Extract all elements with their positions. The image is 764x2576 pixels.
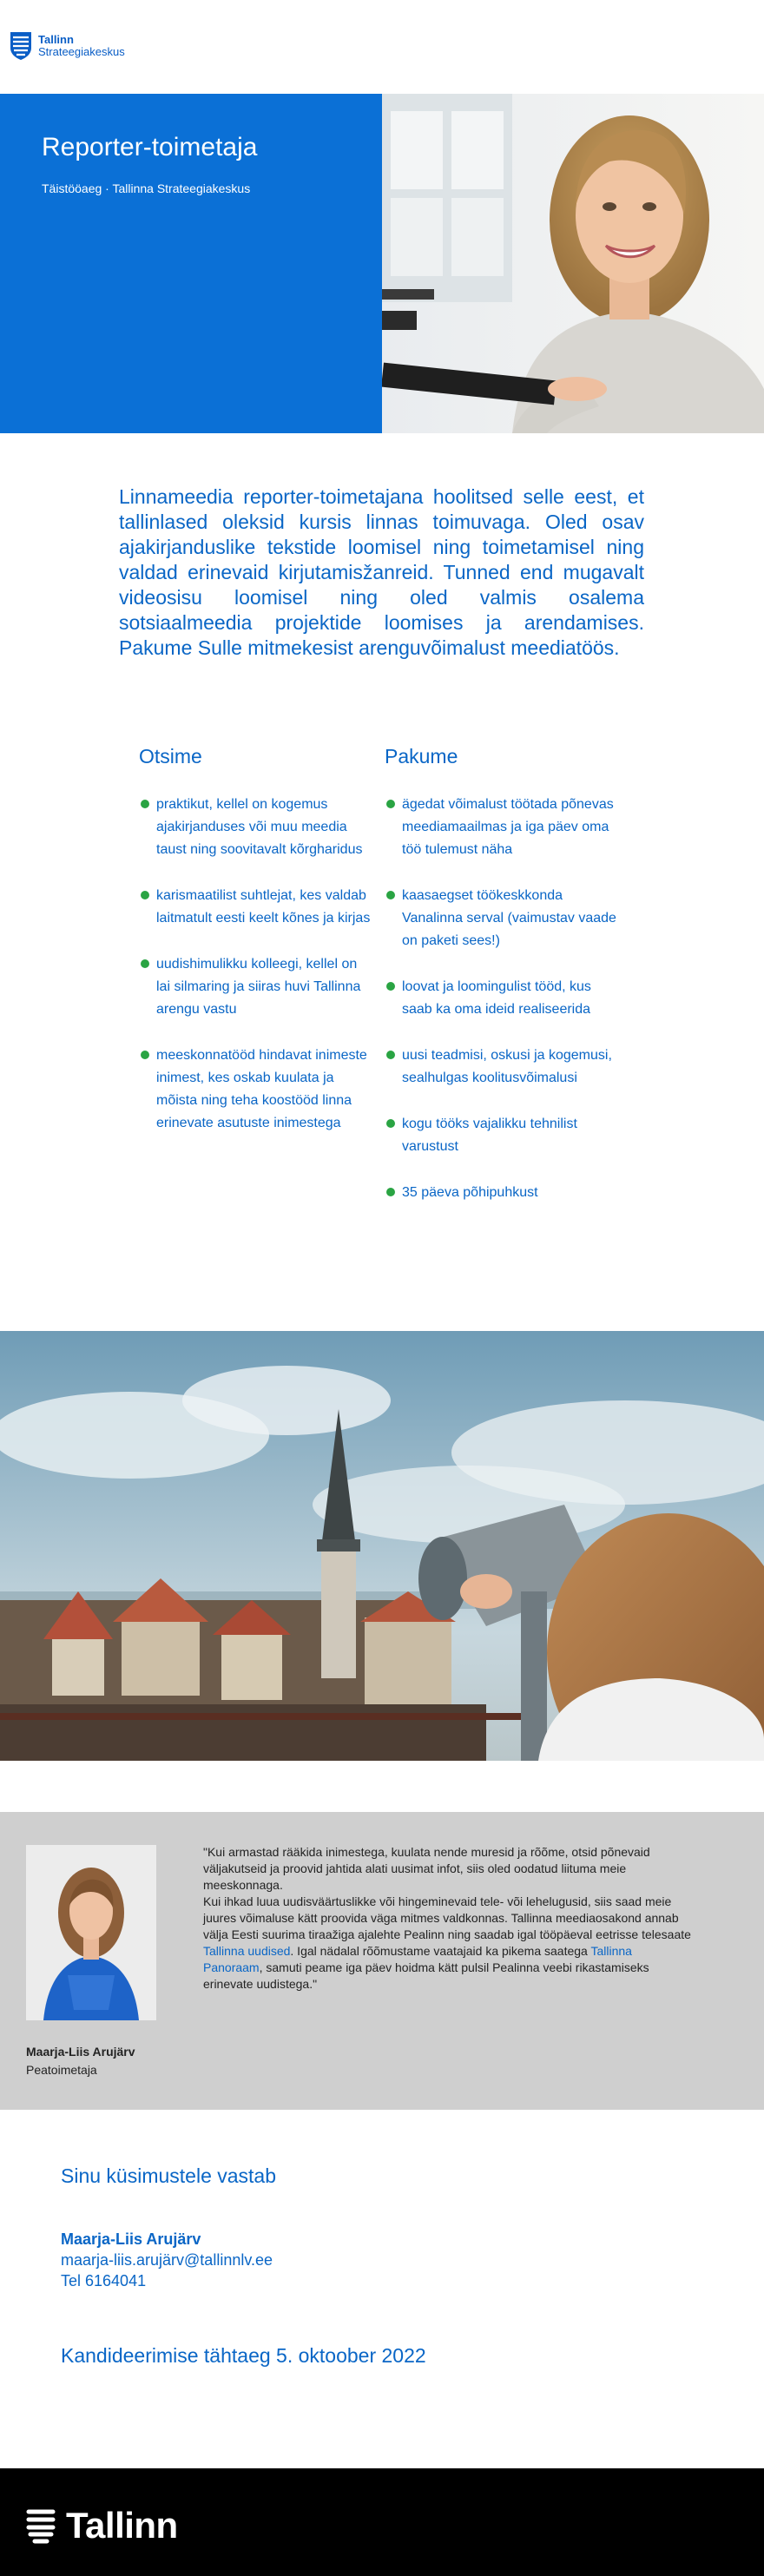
list-item: [385, 1113, 619, 1158]
contact-name: Maarja-Liis Arujärv: [61, 2230, 201, 2248]
hero-panel: [0, 94, 382, 433]
list-item: [139, 885, 373, 930]
quote-text-4: , samuti peame iga päev hoidma kätt pulsil Pealinna veebi rikastamiseks erinevate uudistega.": [203, 1960, 649, 1991]
offer-heading: Pakume: [385, 745, 458, 768]
list-item: [385, 885, 619, 952]
contact-heading: Sinu küsimustele vastab: [61, 2164, 277, 2187]
bullet-icon: [141, 959, 149, 968]
old-town-banner: [0, 1331, 764, 1761]
quote-text-3: . Igal nädalal rõõmustame vaatajaid ka pikema saatega: [290, 1944, 591, 1958]
list-item: [385, 976, 619, 1021]
list-item-text: 35 päeva põhipuhkust: [402, 1185, 538, 1200]
header-logo[interactable]: [10, 32, 125, 60]
bullet-icon: [386, 1119, 395, 1128]
quote-text-2: Kui ihkad luua uudisväärtuslikke või hingeminevaid tele- või lehelugusid, siis saad meie juures võimaluse kätt proovida väga mitmes valdkonnas. Tallinna meediaosakond annab välja Eesti suurima tiraažiga ajalehte Pealinn ning saadab igal tööpäeval eetrisse telesaate: [203, 1894, 691, 1941]
footer-wordmark: Tallinn: [66, 2505, 178, 2546]
hero-photo: [382, 94, 764, 433]
list-item-text: loovat ja loomingulist tööd, kus saab ka oma ideid realiseerida: [402, 979, 591, 1017]
seek-list: [139, 794, 373, 1135]
quote-text-1: "Kui armastad rääkida inimestega, kuulata nende muresid ja rõõme, otsid põnevaid väljakutseid ja proovid jahtida alati uusimat infot, siis oled oodatud liituma meie meeskonnaga.: [203, 1845, 650, 1892]
footer-logo[interactable]: [26, 2505, 178, 2546]
bullet-icon: [141, 891, 149, 899]
list-item: [139, 953, 373, 1021]
list-item: [385, 1044, 619, 1090]
logo-line1: Tallinn: [38, 33, 74, 46]
editor-photo-image: [26, 1845, 156, 2020]
list-item-text: kaasaegset töökeskkonda Vanalinna serval (vaimustav vaade on paketi sees!): [402, 888, 616, 948]
bullet-icon: [141, 1051, 149, 1059]
application-deadline: Kandideerimise tähtaeg 5. oktoober 2022: [61, 2344, 426, 2367]
list-item-text: meeskonnatööd hindavat inimeste inimest, kes oskab kuulata ja mõista ning teha koostööd linna erinevate asutuste inimestega: [156, 1048, 367, 1130]
seek-heading: Otsime: [139, 745, 202, 768]
list-item-text: uudishimulikku kolleegi, kellel on lai silmaring ja siiras huvi Tallinna arengu vastu: [156, 957, 361, 1017]
bullet-icon: [386, 982, 395, 991]
list-item-text: ägedat võimalust töötada põnevas meediamaailmas ja iga päev oma töö tulemust näha: [402, 797, 614, 857]
site-footer: [0, 2468, 764, 2576]
editor-name: Maarja-Liis Arujärv: [26, 2045, 135, 2059]
bullet-icon: [386, 1188, 395, 1196]
job-title: Reporter-toimetaja: [42, 133, 258, 161]
tallinna-uudised-link[interactable]: Tallinna uudised: [203, 1944, 291, 1958]
list-item: [139, 794, 373, 861]
site-header: [0, 0, 764, 94]
old-town-view-image: [0, 1331, 764, 1761]
bullet-icon: [386, 1051, 395, 1059]
list-item: [139, 1044, 373, 1135]
logo-wordmark: [38, 34, 125, 58]
hero-section: [0, 94, 764, 433]
list-item-text: karismaatilist suhtlejat, kes valdab laitmatult eesti keelt kõnes ja kirjas: [156, 888, 371, 926]
list-item-text: praktikut, kellel on kogemus ajakirjanduses või muu meedia taust ning soovitavalt kõrgharidus: [156, 797, 363, 857]
editor-role: Peatoimetaja: [26, 2063, 97, 2077]
bullet-icon: [386, 891, 395, 899]
editor-quote: [203, 1844, 694, 1993]
offer-column: [385, 745, 619, 1228]
list-item: [385, 794, 619, 861]
tallinn-crest-icon: [26, 2507, 56, 2545]
contact-phone: Tel 6164041: [61, 2272, 147, 2289]
list-item: [385, 1182, 619, 1204]
job-subtitle: Täistööaeg · Tallinna Strateegiakeskus: [42, 181, 251, 195]
list-item-text: kogu tööks vajalikku tehnilist varustust: [402, 1117, 577, 1154]
editor-portrait: [26, 1845, 156, 2020]
tallinn-crest-icon: [10, 32, 31, 60]
offer-list: [385, 794, 619, 1204]
quote-section: [0, 1812, 764, 2110]
seek-column: [139, 745, 373, 1158]
intro-paragraph: Linnameedia reporter-toimetajana hoolitsed selle eest, et tallinlased oleksid kursis linnas toimuvaga. Oled osav ajakirjanduslike tekstide loomisel ning toimetamisel ning valdad erinevaid kirjutamisžanreid. Tunned end mugavalt videosisu loomisel ning oled valmis osalema sotsiaalmeedia projektide loomises ja arendamises. Pakume Sulle mitmekesist arenguvõimalust meediatöös.: [119, 485, 644, 659]
list-item-text: uusi teadmisi, oskusi ja kogemusi, sealhulgas koolitusvõimalusi: [402, 1048, 612, 1085]
contact-email-link[interactable]: maarja-liis.arujärv@tallinnlv.ee: [61, 2251, 273, 2269]
tallinna-panoraam-link[interactable]: Tallinna Panoraam: [203, 1944, 632, 1974]
logo-line2: Strateegiakeskus: [38, 45, 125, 58]
bullet-icon: [141, 800, 149, 808]
bullet-icon: [386, 800, 395, 808]
smiling-woman-at-computer-image: [382, 94, 764, 433]
